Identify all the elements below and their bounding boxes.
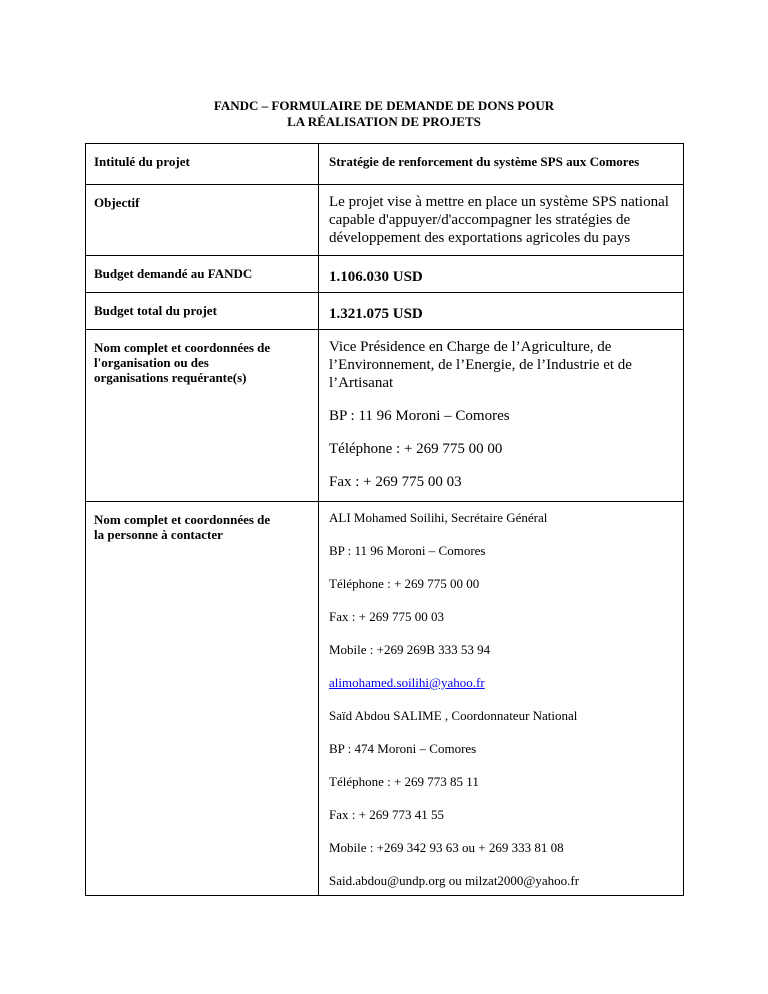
row-contact [86,502,684,896]
contact-label-line-2: la personne à contacter [94,527,223,542]
application-form-table [85,143,684,896]
value-organization [319,330,684,502]
label-objective: Objectif [86,185,319,256]
project-title-text: Stratégie de renforcement du système SPS aux Comores [329,154,640,169]
row-project-title [86,144,684,185]
document-title-line-1: FANDC – FORMULAIRE DE DEMANDE DE DONS POUR [213,98,555,113]
row-budget-requested [86,256,684,293]
label-project-title: Intitulé du projet [86,144,319,185]
document-title-line-2: LA RÉALISATION DE PROJETS [287,114,481,129]
row-budget-total [86,293,684,330]
organization-label-line-3: organisations requérante(s) [94,370,247,385]
contact2-po-box: BP : 474 Moroni – Comores [329,741,477,756]
contact1-po-box: BP : 11 96 Moroni – Comores [329,543,486,558]
organization-po-box: BP : 11 96 Moroni – Comores [329,408,510,424]
budget-requested-amount: 1.106.030 USD [329,269,423,285]
objective-line-3: développement des exportations agricoles du pays [329,230,631,246]
contact1-mobile: Mobile : +269 269B 333 53 94 [329,642,491,657]
organization-fax: Fax : + 269 775 00 03 [329,474,462,490]
contact2-email: Said.abdou@undp.org ou milzat2000@yahoo.fr [329,873,580,888]
document-title [0,98,768,130]
budget-total-amount: 1.321.075 USD [329,306,423,322]
value-project-title [319,144,684,185]
contact2-fax: Fax : + 269 773 41 55 [329,807,444,822]
organization-label-line-2: l'organisation ou des [94,355,209,370]
contact2-name: Saïd Abdou SALIME , Coordonnateur National [329,708,578,723]
contact2-mobile: Mobile : +269 342 93 63 ou + 269 333 81 08 [329,840,564,855]
value-contact [319,502,684,896]
organization-phone: Téléphone : + 269 775 00 00 [329,441,503,457]
contact-label-line-1: Nom complet et coordonnées de [94,512,271,527]
contact1-name: ALI Mohamed Soilihi, Secrétaire Général [329,510,548,525]
objective-text [329,193,673,247]
value-objective [319,185,684,256]
label-budget-requested: Budget demandé au FANDC [86,256,319,293]
label-organization [86,330,319,502]
label-budget-total: Budget total du projet [86,293,319,330]
organization-name-line-2: l’Environnement, de l’Energie, de l’Industrie et de [329,357,632,373]
label-contact [86,502,319,896]
row-organization [86,330,684,502]
organization-name-line-3: l’Artisanat [329,375,394,391]
contact1-email-link[interactable]: alimohamed.soilihi@yahoo.fr [329,675,485,690]
objective-line-1: Le projet vise à mettre en place un système SPS national [329,194,669,210]
organization-label-line-1: Nom complet et coordonnées de [94,340,271,355]
value-budget-total [319,293,684,330]
objective-line-2: capable d'appuyer/d'accompagner les stratégies de [329,212,631,228]
contact1-phone: Téléphone : + 269 775 00 00 [329,576,480,591]
contact1-fax: Fax : + 269 775 00 03 [329,609,444,624]
organization-name-line-1: Vice Présidence en Charge de l’Agriculture, de [329,339,612,355]
organization-name [329,338,673,392]
row-objective [86,185,684,256]
value-budget-requested [319,256,684,293]
contact2-phone: Téléphone : + 269 773 85 11 [329,774,479,789]
